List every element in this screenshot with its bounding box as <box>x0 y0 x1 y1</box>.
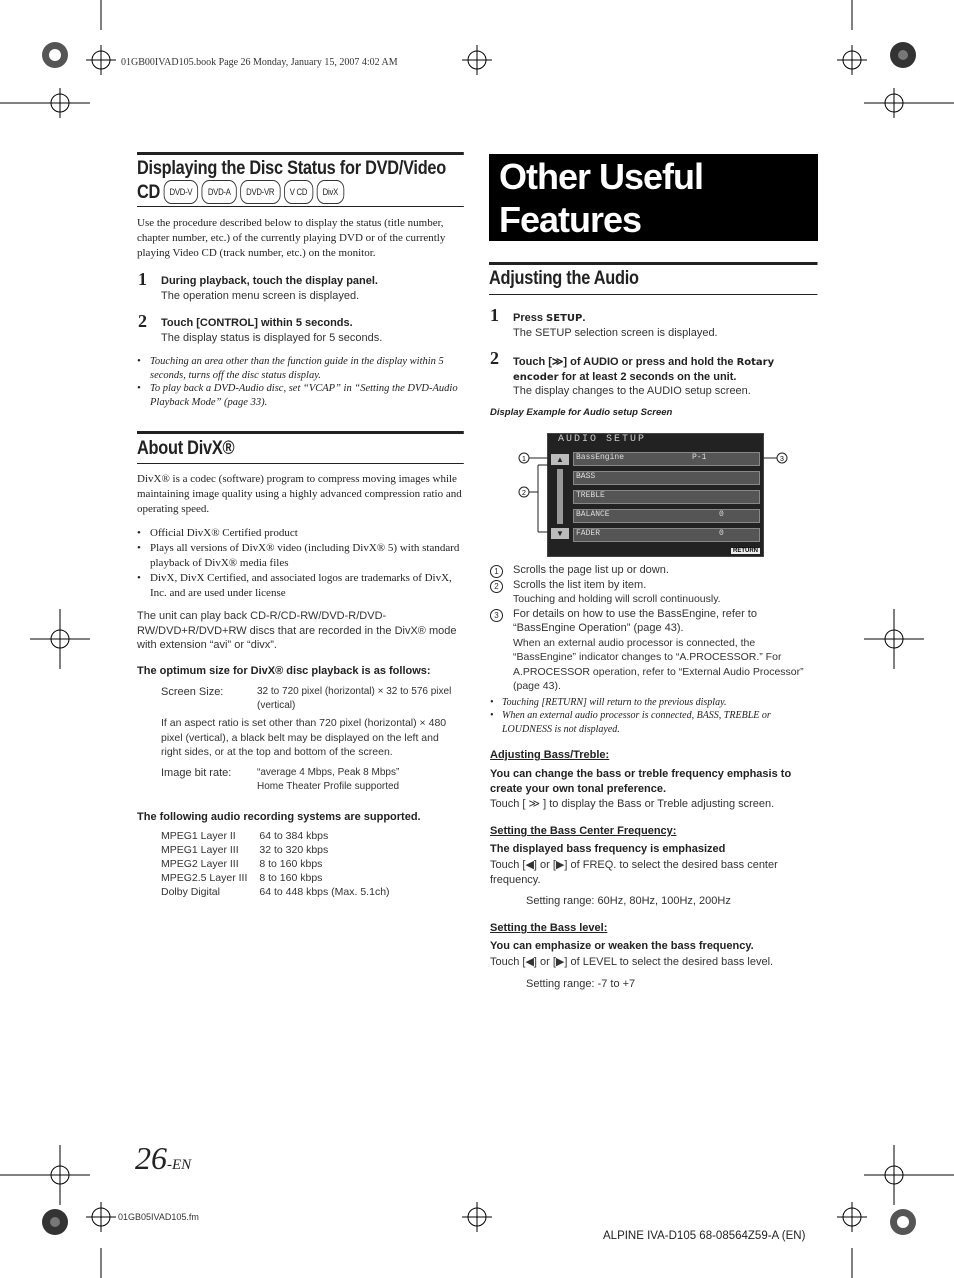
bass-level-bold: You can emphasize or weaken the bass frequency. <box>490 940 754 952</box>
disc-status-intro: Use the procedure described below to display the status (title number, chapter number, etc.) of the currently playing DVD or of the currently playing Video CD (track number, etc.) on the monitor. <box>137 217 446 259</box>
display-caption: Display Example for Audio setup Screen <box>490 407 673 418</box>
bitrate-value: “average 4 Mbps, Peak 8 Mbps” Home Theater Profile supported <box>257 767 400 792</box>
bass-level-text: Touch [◀] or [▶] of LEVEL to select the desired bass level. <box>490 956 774 968</box>
audio-system-name: Dolby Digital <box>161 886 220 898</box>
format-badge: V CD <box>284 180 314 204</box>
note-item: • To play back a DVD-Audio disc, set “VCAP” in “Setting the DVD-Audio Playback Mode” (page 33). <box>137 383 458 408</box>
model-code: ALPINE IVA-D105 68-08564Z59-A (EN) <box>603 1230 806 1242</box>
bitrate-label: Image bit rate: <box>161 767 232 779</box>
step-result: The display status is displayed for 5 seconds. <box>161 332 383 344</box>
screen-row[interactable]: FADER 0 <box>573 528 760 542</box>
screen-row[interactable]: BALANCE 0 <box>573 509 760 523</box>
svg-text:3: 3 <box>780 456 784 463</box>
audio-system-row <box>161 858 402 872</box>
format-badge: DVD-VR <box>240 180 280 204</box>
audio-system-name: MPEG1 Layer III <box>161 844 239 856</box>
step-number: 2 <box>138 311 147 331</box>
step-number: 1 <box>490 305 499 325</box>
format-badge: DVD-V <box>164 180 199 204</box>
divx-bullets: • Official DivX® Certified product • Plays all versions of DivX® video (including DivX® 5) with standard playback of DivX® media files • DivX, DivX Certified, and associated logos are trademarks of DivX, Inc. and are used under license <box>137 527 460 599</box>
callout-list: 1 Scrolls the page list up or down. 2 Scrolls the list item by item. Touching and holding will scroll continuously. 3 For details on how to use the BassEngine, refer to “BassEngine Operation” (page 43). When an external audio processor is connected, the “BassEngine” indicator changes to “A.PROCESSOR.” For A.PROCESSOR operation, refer to “External Audio Processor” (page 43). <box>490 563 820 694</box>
return-button[interactable]: RETURN <box>733 548 758 554</box>
adjusting-audio-title: Adjusting the Audio <box>489 262 818 295</box>
svg-text:1: 1 <box>522 456 526 463</box>
file-name: 01GB05IVAD105.fm <box>118 1212 199 1222</box>
audio-systems-table <box>161 830 402 900</box>
optimum-size-heading: The optimum size for DivX® disc playback is as follows: <box>137 665 431 677</box>
page-up-button[interactable]: ▲ <box>551 454 569 465</box>
disc-status-title: Displaying the Disc Status for DVD/Video CD DVD-V DVD-A DVD-VR V CD DivX <box>137 152 464 207</box>
forward-icon: ≫ <box>551 356 564 368</box>
step-result: The operation menu screen is displayed. <box>161 290 360 302</box>
step-instruction: Touch [≫] of AUDIO or press and hold the Rotary encoder for at least 2 seconds on the unit. <box>513 356 775 383</box>
step-instruction: During playback, touch the display panel. <box>161 275 378 287</box>
divx-title: About DivX® <box>137 431 464 464</box>
bass-treble-bold: You can change the bass or treble frequency emphasis to create your own tonal preference. <box>490 768 792 795</box>
aspect-note: If an aspect ratio is set other than 720 pixel (horizontal) × 480 pixel (vertical), a black belt may be displayed on the left and right sides, or at the top and bottom of the screen. <box>161 717 447 758</box>
audio-system-row <box>161 886 402 900</box>
audio-system-rate: 32 to 320 kbps <box>259 844 329 856</box>
callout-lines <box>510 440 790 580</box>
bass-treble-heading: Adjusting Bass/Treble: <box>490 749 610 761</box>
step-instruction: Press SETUP. <box>513 312 586 324</box>
audio-system-row <box>161 844 402 858</box>
book-header: 01GB00IVAD105.book Page 26 Monday, January 15, 2007 4:02 AM <box>121 57 398 68</box>
step-result: The SETUP selection screen is displayed. <box>513 327 718 339</box>
format-badge: DivX <box>317 180 344 204</box>
note-item: • When an external audio processor is connected, BASS, TREBLE or LOUDNESS is not displayed. <box>490 710 771 735</box>
page-down-button[interactable]: ▼ <box>551 528 569 539</box>
audio-system-row <box>161 872 402 886</box>
screen-row[interactable]: BassEngine P-1 <box>573 452 760 466</box>
screen-row[interactable]: BASS <box>573 471 760 485</box>
divx-intro: DivX® is a codec (software) program to compress moving images while maintaining image quality using a highly advanced compression ratio and operating speed. <box>137 473 462 515</box>
bass-center-range: Setting range: 60Hz, 80Hz, 100Hz, 200Hz <box>526 895 731 907</box>
audio-system-name: MPEG2 Layer III <box>161 858 239 870</box>
bass-level-heading: Setting the Bass level: <box>490 922 608 934</box>
screen-row[interactable]: TREBLE <box>573 490 760 504</box>
format-badges <box>160 182 344 203</box>
svg-text:2: 2 <box>522 490 526 497</box>
audio-system-name: MPEG1 Layer II <box>161 830 236 842</box>
screen-size-label: Screen Size: <box>161 686 224 698</box>
audio-system-rate: 64 to 448 kbps (Max. 5.1ch) <box>259 886 390 898</box>
step-instruction: Touch [CONTROL] within 5 seconds. <box>161 317 353 329</box>
audio-system-rate: 8 to 160 kbps <box>259 872 323 884</box>
note-item: • Touching an area other than the function guide in the display within 5 seconds, turns off the disc status display. <box>137 356 444 381</box>
page-number: 26-EN <box>135 1140 192 1176</box>
step-number: 1 <box>138 269 147 289</box>
audio-system-rate: 8 to 160 kbps <box>259 858 323 870</box>
chapter-title: Other Useful Features <box>489 154 818 241</box>
step-number: 2 <box>490 348 499 368</box>
audio-system-name: MPEG2.5 Layer III <box>161 872 248 884</box>
screen-size-value: 32 to 720 pixel (horizontal) × 32 to 576 pixel (vertical) <box>257 686 452 711</box>
audio-system-row <box>161 830 402 844</box>
audio-system-rate: 64 to 384 kbps <box>259 830 329 842</box>
step-result: The display changes to the AUDIO setup screen. <box>513 385 751 397</box>
bass-level-range: Setting range: -7 to +7 <box>526 978 636 990</box>
bass-center-bold: The displayed bass frequency is emphasized <box>490 843 726 855</box>
screen-title: AUDIO SETUP <box>558 434 647 445</box>
bass-center-heading: Setting the Bass Center Frequency: <box>490 825 677 837</box>
bass-treble-text: Touch [ ≫ ] to display the Bass or Treble adjusting screen. <box>490 798 775 810</box>
format-badge: DVD-A <box>202 180 237 204</box>
bass-center-text: Touch [◀] or [▶] of FREQ. to select the desired bass center frequency. <box>490 859 778 886</box>
note-item: • Touching [RETURN] will return to the previous display. <box>490 697 727 708</box>
divx-disc-support: The unit can play back CD-R/CD-RW/DVD-R/DVD-RW/DVD+R/DVD+RW discs that are recorded in the DivX® mode with extension “avi” or “divx”. <box>137 610 457 651</box>
audio-systems-heading: The following audio recording systems are supported. <box>137 811 421 823</box>
